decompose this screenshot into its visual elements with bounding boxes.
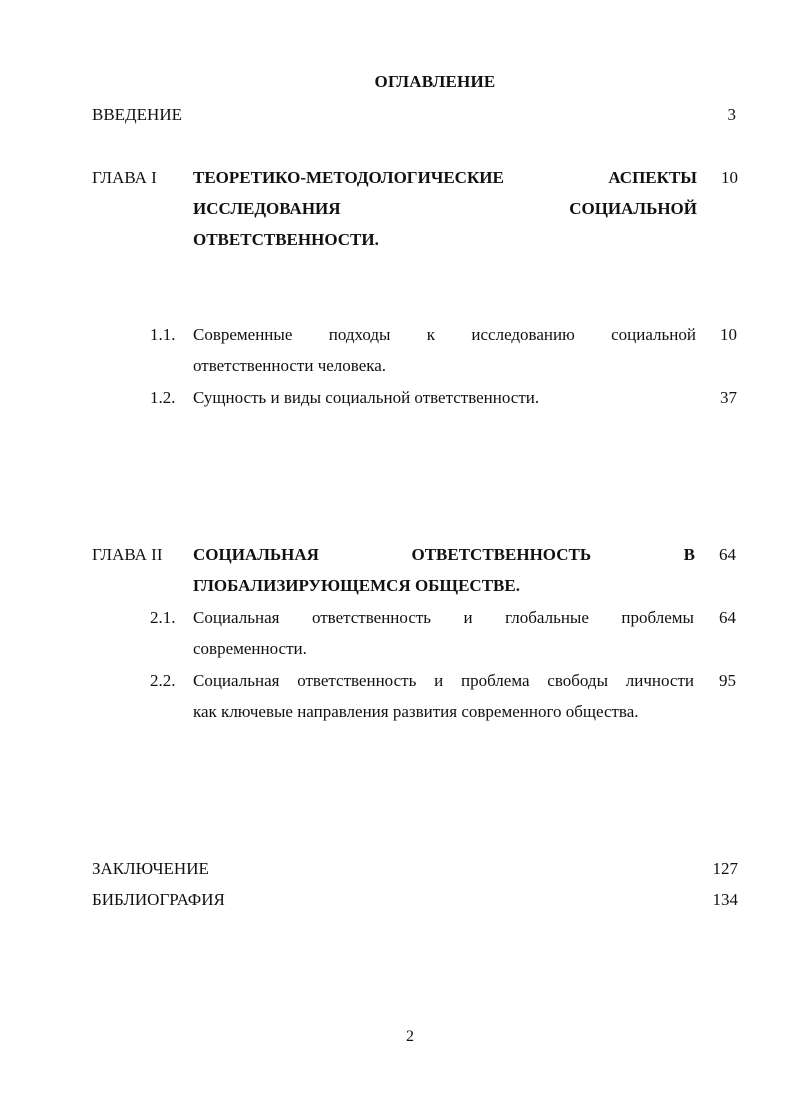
section-1-1-page: 10	[720, 325, 737, 344]
chapter2-title-line1	[193, 545, 695, 565]
chapter1-title-word: ТЕОРЕТИКО-МЕТОДОЛОГИЧЕСКИЕ	[193, 168, 504, 187]
section-word: ответственность	[311, 608, 432, 627]
section-1-1-number: 1.1.	[150, 325, 176, 344]
toc-title: ОГЛАВЛЕНИЕ	[374, 72, 496, 91]
section-word: к	[426, 325, 436, 344]
section-word: и	[463, 608, 473, 627]
toc-bibliography-page: 134	[712, 890, 738, 909]
section-word: глобальные	[505, 608, 589, 627]
chapter1-title-line1	[193, 168, 697, 188]
section-1-1-title-line1	[193, 325, 696, 345]
chapter1-title-word: СОЦИАЛЬНОЙ	[569, 199, 697, 218]
chapter1-page: 10	[721, 168, 738, 187]
chapter2-title-word: В	[683, 545, 695, 564]
toc-conclusion-label: ЗАКЛЮЧЕНИЕ	[92, 859, 209, 878]
section-2-2-page: 95	[719, 671, 736, 690]
section-word: социальной	[611, 325, 696, 344]
section-2-2-number: 2.2.	[150, 671, 176, 690]
section-word: проблемы	[621, 608, 694, 627]
section-2-1-number: 2.1.	[150, 608, 176, 627]
chapter1-title-line2	[193, 199, 697, 219]
chapter2-label: ГЛАВА II	[92, 545, 163, 564]
section-2-2-title-line2: как ключевые направления развития современного общества.	[193, 702, 639, 721]
chapter2-title-word: СОЦИАЛЬНАЯ	[193, 545, 319, 564]
chapter1-label: ГЛАВА I	[92, 168, 157, 187]
section-word: исследованию	[471, 325, 575, 344]
section-2-2-title-line1: Социальная ответственность и проблема свободы личности	[193, 671, 694, 690]
section-1-2-number: 1.2.	[150, 388, 176, 407]
toc-intro-page: 3	[727, 105, 736, 124]
section-word: Современные	[193, 325, 293, 344]
section-1-1-title-line2: ответственности человека.	[193, 356, 387, 375]
section-word: подходы	[328, 325, 391, 344]
section-word: Социальная	[193, 608, 280, 627]
section-2-1-title-line2: современности.	[193, 639, 307, 658]
chapter1-title-word: АСПЕКТЫ	[608, 168, 697, 187]
chapter1-title-word: ИССЛЕДОВАНИЯ	[193, 199, 341, 218]
section-2-1-page: 64	[719, 608, 736, 627]
toc-intro-label: ВВЕДЕНИЕ	[92, 105, 182, 124]
toc-bibliography-label: БИБЛИОГРАФИЯ	[92, 890, 225, 909]
chapter2-page: 64	[719, 545, 736, 564]
section-2-1-title-line1	[193, 608, 694, 628]
section-1-2-page: 37	[720, 388, 737, 407]
section-1-2-title: Сущность и виды социальной ответственности.	[193, 388, 540, 407]
chapter2-title-word: ОТВЕТСТВЕННОСТЬ	[411, 545, 592, 564]
toc-conclusion-page: 127	[712, 859, 738, 878]
page-number: 2	[406, 1028, 414, 1045]
chapter2-title-line2: ГЛОБАЛИЗИРУЮЩЕМСЯ ОБЩЕСТВЕ.	[193, 576, 520, 595]
chapter1-title-line3: ОТВЕТСТВЕННОСТИ.	[193, 230, 379, 249]
